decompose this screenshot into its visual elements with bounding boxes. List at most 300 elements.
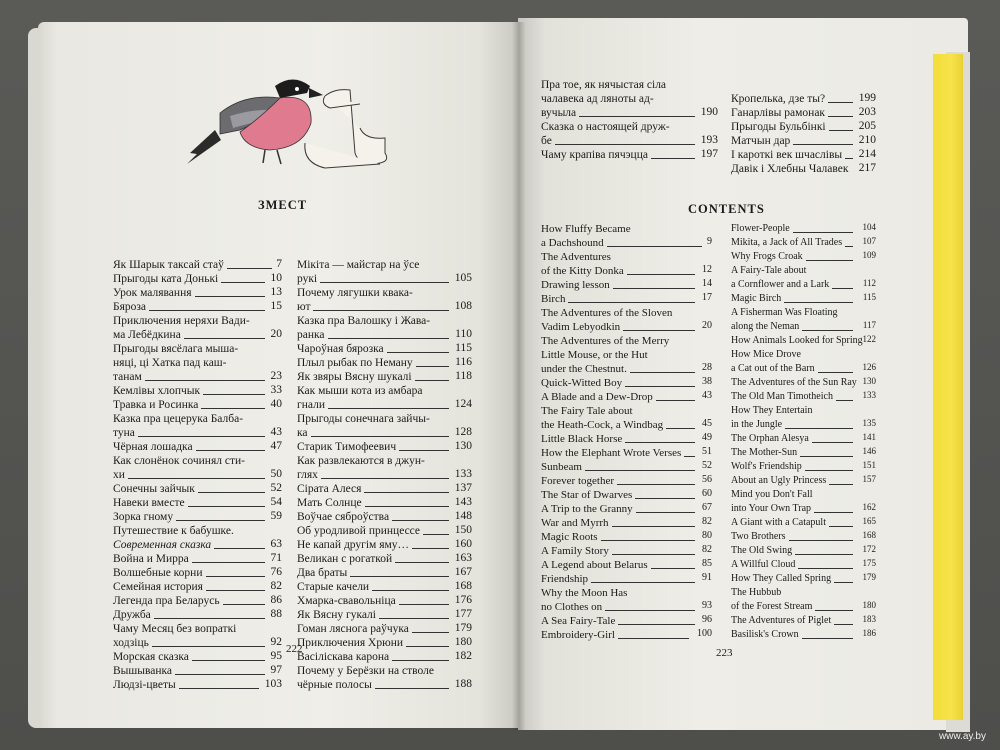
toc-leader-line (612, 554, 695, 555)
toc-entry-page-number: 82 (702, 516, 712, 527)
toc-leader-line (555, 144, 695, 145)
toc-heading-belarusian: ЗМЕСТ (258, 198, 308, 212)
toc-entry-page-number: 180 (862, 600, 876, 610)
toc-leader-line (585, 470, 695, 471)
toc-entry-title: The Fairy Tale about (541, 405, 633, 417)
toc-entry-title: Mikita, a Jack of All Trades (731, 237, 843, 248)
toc-entry-page-number: 93 (702, 600, 712, 611)
toc-entry-title: Об уродливой принцессе (297, 525, 421, 537)
toc-leader-line (806, 260, 853, 261)
toc-leader-line (651, 568, 695, 569)
toc-leader-line (785, 428, 852, 429)
toc-leader-line (365, 506, 449, 507)
toc-entry-page-number: 146 (862, 446, 876, 456)
toc-entry-page-number: 67 (702, 502, 712, 513)
toc-leader-line (802, 638, 853, 639)
toc-entry-title: along the Neman (731, 321, 800, 332)
toc-entry-title: Як Вясну гукалі (297, 609, 376, 621)
toc-leader-line (802, 330, 852, 331)
toc-entry-page-number: 12 (702, 264, 712, 275)
toc-entry-title: Как мыши кота из амбара (297, 385, 423, 397)
toc-entry-title: The Adventures of Piglet (731, 615, 832, 626)
toc-leader-line (311, 436, 449, 437)
toc-leader-line (201, 408, 265, 409)
toc-entry-title: The Adventures of the Sloven (541, 307, 673, 319)
toc-entry-page-number: 52 (702, 460, 712, 471)
toc-leader-line (834, 624, 852, 625)
toc-entry-page-number: 56 (702, 474, 712, 485)
toc-leader-line (568, 302, 695, 303)
toc-entry-title: Дружба (113, 609, 151, 621)
toc-entry-page-number: 108 (454, 300, 472, 312)
book-gutter (512, 22, 526, 730)
toc-entry-title: A Trip to the Granny (541, 503, 633, 515)
toc-entry-title: І кароткі век шчаслівы (731, 149, 843, 161)
toc-entry-page-number: 186 (862, 628, 876, 638)
toc-entry-page-number: 86 (270, 594, 282, 606)
toc-entry-page-number: 88 (270, 608, 282, 620)
toc-leader-line (812, 442, 853, 443)
toc-entry-title: in the Jungle (731, 419, 783, 430)
toc-leader-line (605, 610, 695, 611)
toc-leader-line (845, 158, 852, 159)
toc-entry-page-number: 205 (858, 120, 876, 132)
toc-entry-page-number: 14 (702, 278, 712, 289)
toc-entry-title: Морская сказка (113, 651, 189, 663)
toc-entry-title: гнали (297, 399, 325, 411)
toc-entry-title: Великан с рогаткой (297, 553, 393, 565)
toc-entry-page-number: 40 (270, 398, 282, 410)
toc-entry-page-number: 118 (455, 370, 472, 382)
toc-leader-line (798, 568, 852, 569)
toc-entry-page-number: 163 (454, 552, 472, 564)
toc-entry-title: Старик Тимофеевич (297, 441, 397, 453)
toc-entry-page-number: 217 (858, 162, 876, 174)
toc-entry-title: рукі (297, 273, 318, 285)
toc-entry-title: Мікіта — майстар на ўсе (297, 259, 420, 271)
toc-leader-line (192, 562, 265, 563)
toc-entry-page-number: 15 (270, 300, 282, 312)
toc-entry-title: Война и Мирра (113, 553, 189, 565)
toc-leader-line (198, 492, 265, 493)
toc-entry-page-number: 193 (700, 134, 718, 146)
toc-entry-page-number: 63 (270, 538, 282, 550)
toc-entry-title: Little Black Horse (541, 433, 623, 445)
toc-leader-line (617, 484, 695, 485)
toc-leader-line (601, 540, 695, 541)
toc-leader-line (613, 288, 695, 289)
toc-entry-title: ходзіць (113, 637, 149, 649)
toc-entry-title: The Old Swing (731, 545, 793, 556)
toc-leader-line (416, 366, 449, 367)
toc-entry-page-number: 116 (455, 356, 472, 368)
toc-entry-page-number: 107 (862, 236, 876, 246)
toc-entry-page-number: 109 (862, 250, 876, 260)
toc-leader-line (795, 554, 852, 555)
toc-entry-page-number: 103 (264, 678, 282, 690)
toc-entry-page-number: 190 (700, 106, 718, 118)
toc-entry-title: Семейная история (113, 581, 203, 593)
toc-entry-title: Чаму крапіва пячэцца (541, 149, 648, 161)
toc-entry-title: How Mice Drove (731, 349, 801, 360)
toc-heading-english: CONTENTS (688, 202, 765, 216)
toc-entry-title: Сонечны зайчык (113, 483, 195, 495)
toc-entry-page-number: 50 (270, 468, 282, 480)
toc-entry-title: The Orphan Alesya (731, 433, 809, 444)
toc-leader-line (832, 288, 852, 289)
toc-entry-title: Як звяры Вясну шукалі (297, 371, 412, 383)
toc-entry-page-number: 54 (270, 496, 282, 508)
toc-entry-page-number: 151 (862, 460, 876, 470)
toc-entry-page-number: 52 (270, 482, 282, 494)
toc-leader-line (612, 526, 695, 527)
toc-entry-title: Почему у Берёзки на стволе (297, 665, 434, 677)
toc-entry-title: War and Myrrh (541, 517, 609, 529)
toc-entry-page-number: 20 (702, 320, 712, 331)
toc-entry-title: Как слонёнок сочинял сти- (113, 455, 245, 467)
toc-leader-line (651, 158, 695, 159)
toc-entry-title: Little Mouse, or the Hut (541, 349, 648, 361)
toc-entry-title: Two Brothers (731, 531, 786, 542)
toc-entry-title: Хмарка-свавольніца (297, 595, 396, 607)
toc-entry-page-number: 91 (702, 572, 712, 583)
toc-leader-line (328, 338, 449, 339)
toc-entry-page-number: 130 (454, 440, 472, 452)
toc-leader-line (328, 408, 449, 409)
toc-entry-title: Прыгоды Бульбінкі (731, 121, 826, 133)
toc-entry-page-number: 82 (270, 580, 282, 592)
watermark: www.ay.by (938, 731, 986, 742)
toc-entry-page-number: 17 (702, 292, 712, 303)
toc-leader-line (214, 548, 265, 549)
toc-leader-line (829, 130, 853, 131)
toc-entry-title: the Heath-Cock, a Windbag (541, 419, 664, 431)
toc-entry-page-number: 165 (862, 516, 876, 526)
toc-entry-title: чалавека ад ляноты ад- (541, 93, 654, 105)
toc-entry-page-number: 179 (862, 572, 876, 582)
toc-entry-page-number: 133 (862, 390, 876, 400)
toc-entry-title: The Adventures of the Sun Ray (731, 377, 857, 388)
toc-entry-title: ма Лебёдкина (113, 329, 181, 341)
toc-leader-line (415, 380, 449, 381)
toc-entry-title: Кемлівы хлопчык (113, 385, 201, 397)
toc-leader-line (392, 520, 448, 521)
toc-entry-page-number: 9 (707, 236, 712, 247)
toc-entry-title: Воўчае сяброўства (297, 511, 390, 523)
toc-entry-title: How They Called Spring (731, 573, 832, 584)
toc-entry-title: ранка (297, 329, 325, 341)
toc-entry-title: Чёрная лошадка (113, 441, 193, 453)
toc-entry-page-number: 38 (702, 376, 712, 387)
toc-entry-title: Не капай другім яму… (297, 539, 410, 551)
toc-leader-line (227, 268, 272, 269)
toc-leader-line (128, 478, 265, 479)
toc-entry-title: Гоман ляснога раўчука (297, 623, 409, 635)
toc-entry-page-number: 23 (270, 370, 282, 382)
toc-entry-title: Травка и Росинка (113, 399, 199, 411)
toc-leader-line (636, 512, 695, 513)
toc-entry-title: Як Шарык таксай стаў (113, 259, 224, 271)
page-number-left: 222 (286, 643, 303, 655)
toc-entry-page-number: 143 (454, 496, 472, 508)
toc-entry-page-number: 80 (702, 530, 712, 541)
toc-entry-title: of the Forest Stream (731, 601, 813, 612)
toc-leader-line (399, 604, 449, 605)
toc-entry-page-number: 47 (270, 440, 282, 452)
toc-entry-title: Как развлекаются в джун- (297, 455, 425, 467)
toc-entry-title: вучыла (541, 107, 577, 119)
toc-entry-page-number: 124 (454, 398, 472, 410)
toc-entry-page-number: 97 (270, 664, 282, 676)
toc-entry-title: Forever together (541, 475, 614, 487)
toc-entry-title: no Clothes on (541, 601, 603, 613)
toc-entry-title: Пра тое, як нячыстая сіла (541, 79, 667, 91)
toc-entry-title: Мать Солнце (297, 497, 362, 509)
toc-entry-page-number: 71 (270, 552, 282, 564)
toc-leader-line (625, 442, 695, 443)
toc-entry-title: Людзі-цветы (113, 679, 176, 691)
toc-entry-title: Basilisk's Crown (731, 629, 799, 640)
toc-entry-page-number: 110 (455, 328, 472, 340)
toc-leader-line (364, 492, 448, 493)
toc-leader-line (627, 274, 695, 275)
toc-entry-title: How the Elephant Wrote Verses (541, 447, 682, 459)
toc-entry-page-number: 137 (454, 482, 472, 494)
toc-entry-title: Васілiскава карона (297, 651, 390, 663)
toc-leader-line (321, 478, 449, 479)
toc-entry-page-number: 182 (454, 650, 472, 662)
toc-entry-page-number: 13 (270, 286, 282, 298)
toc-leader-line (399, 450, 448, 451)
toc-entry-page-number: 141 (862, 432, 876, 442)
toc-entry-title: A Family Story (541, 545, 609, 557)
toc-leader-line (145, 380, 265, 381)
toc-leader-line (666, 428, 695, 429)
toc-leader-line (836, 400, 853, 401)
toc-leader-line (623, 330, 695, 331)
toc-leader-line (607, 246, 702, 247)
toc-leader-line (350, 576, 448, 577)
toc-leader-line (829, 526, 853, 527)
toc-entry-title: A Giant with a Catapult (731, 517, 826, 528)
toc-entry-title: About an Ugly Princess (731, 475, 827, 486)
toc-leader-line (372, 590, 448, 591)
toc-entry-page-number: 60 (702, 488, 712, 499)
toc-leader-line (184, 338, 265, 339)
toc-entry-page-number: 82 (702, 544, 712, 555)
toc-entry-page-number: 162 (862, 502, 876, 512)
toc-entry-title: Зорка гному (113, 511, 174, 523)
toc-entry-page-number: 95 (270, 650, 282, 662)
toc-entry-page-number: 100 (697, 628, 712, 639)
bullfinch-illustration (185, 68, 395, 178)
toc-leader-line (412, 632, 449, 633)
toc-entry-title: Magic Birch (731, 293, 782, 304)
toc-entry-title: Vadim Lebyodkin (541, 321, 621, 333)
toc-leader-line (618, 624, 695, 625)
toc-leader-line (656, 400, 695, 401)
toc-leader-line (828, 102, 852, 103)
toc-entry-title: Кропелька, дзе ты? (731, 93, 826, 105)
toc-leader-line (203, 394, 265, 395)
toc-entry-page-number: 177 (454, 608, 472, 620)
toc-entry-page-number: 176 (454, 594, 472, 606)
toc-leader-line (223, 604, 265, 605)
toc-entry-title: Quick-Witted Boy (541, 377, 623, 389)
toc-leader-line (618, 638, 689, 639)
toc-entry-page-number: 96 (702, 614, 712, 625)
toc-entry-page-number: 150 (454, 524, 472, 536)
toc-entry-page-number: 49 (702, 432, 712, 443)
toc-entry-page-number: 183 (862, 614, 876, 624)
toc-leader-line (175, 674, 265, 675)
toc-entry-page-number: 51 (702, 446, 712, 457)
toc-entry-title: туна (113, 427, 135, 439)
toc-leader-line (206, 590, 265, 591)
toc-leader-line (793, 232, 853, 233)
toc-leader-line (313, 310, 448, 311)
toc-leader-line (179, 688, 259, 689)
toc-leader-line (579, 116, 694, 117)
toc-leader-line (793, 144, 852, 145)
toc-entry-title: The Adventures (541, 251, 611, 263)
toc-entry-page-number: 112 (862, 278, 876, 288)
toc-leader-line (805, 470, 853, 471)
toc-entry-title: Плыл рыбак по Неману (297, 357, 413, 369)
toc-entry-title: Сказка о настоящей друж- (541, 121, 670, 133)
toc-leader-line (206, 576, 266, 577)
toc-entry-title: a Dachshound (541, 237, 604, 249)
toc-entry-title: The Old Man Timotheich (731, 391, 833, 402)
toc-leader-line (423, 534, 448, 535)
toc-entry-title: Приключения неряхи Вади- (113, 315, 250, 327)
toc-leader-line (789, 540, 853, 541)
toc-leader-line (800, 456, 852, 457)
toc-entry-page-number: 167 (454, 566, 472, 578)
toc-entry-page-number: 76 (270, 566, 282, 578)
toc-entry-page-number: 59 (270, 510, 282, 522)
toc-entry-title: How Animals Looked for Spring (731, 335, 863, 346)
toc-leader-line (188, 506, 265, 507)
toc-entry-page-number: 148 (454, 510, 472, 522)
toc-entry-title: Wolf's Friendship (731, 461, 802, 472)
toc-leader-line (387, 352, 449, 353)
toc-entry-title: The Mother-Sun (731, 447, 798, 458)
toc-entry-title: танам (113, 371, 142, 383)
toc-leader-line (829, 484, 852, 485)
toc-leader-line (152, 646, 265, 647)
toc-leader-line (406, 646, 448, 647)
toc-entry-page-number: 188 (454, 678, 472, 690)
toc-entry-page-number: 197 (700, 148, 718, 160)
toc-entry-title: Прыгоды вясёлага мыша- (113, 343, 239, 355)
toc-entry-page-number: 122 (862, 334, 876, 344)
toc-entry-title: How They Entertain (731, 405, 813, 416)
toc-entry-page-number: 210 (858, 134, 876, 146)
toc-entry-page-number: 130 (862, 376, 876, 386)
toc-leader-line (684, 456, 695, 457)
toc-entry-page-number: 115 (455, 342, 472, 354)
toc-leader-line (375, 688, 449, 689)
toc-entry-title: Прыгоды сонечнага зайчы- (297, 413, 430, 425)
toc-entry-page-number: 214 (858, 148, 876, 160)
toc-entry-page-number: 179 (454, 622, 472, 634)
toc-entry-title: The Star of Dwarves (541, 489, 633, 501)
toc-leader-line (635, 498, 695, 499)
toc-leader-line (591, 582, 695, 583)
toc-entry-page-number: 104 (862, 222, 876, 232)
toc-entry-title: A Fisherman Was Floating (731, 307, 838, 318)
toc-entry-page-number: 203 (858, 106, 876, 118)
toc-entry-title: ют (297, 301, 311, 313)
toc-entry-title: The Adventures of the Merry (541, 335, 670, 347)
toc-entry-title: A Sea Fairy-Tale (541, 615, 616, 627)
toc-leader-line (192, 660, 265, 661)
toc-entry-title: Казка пра Валошку і Жава- (297, 315, 431, 327)
toc-entry-page-number: 20 (270, 328, 282, 340)
toc-entry-title: чёрные полосы (297, 679, 372, 691)
toc-entry-page-number: 160 (454, 538, 472, 550)
toc-entry-title: Давік і Хлебны Чалавек (731, 163, 849, 175)
toc-entry-title: бе (541, 135, 552, 147)
toc-entry-title: Birch (541, 293, 566, 305)
toc-leader-line (392, 660, 448, 661)
toc-entry-title: Flower-People (731, 223, 790, 234)
toc-entry-page-number: 7 (276, 258, 282, 270)
toc-entry-title: A Legend about Belarus (541, 559, 648, 571)
toc-entry-title: Why the Moon Has (541, 587, 628, 599)
toc-leader-line (814, 512, 852, 513)
toc-leader-line (784, 302, 852, 303)
toc-entry-title: Sunbeam (541, 461, 582, 473)
toc-leader-line (834, 582, 852, 583)
toc-entry-title: няці, ці Хатка пад каш- (113, 357, 227, 369)
toc-leader-line (195, 296, 265, 297)
toc-entry-title: Старые качели (297, 581, 370, 593)
toc-entry-title: Два браты (297, 567, 348, 579)
toc-entry-page-number: 117 (862, 320, 876, 330)
toc-entry-title: A Willful Cloud (731, 559, 796, 570)
toc-entry-title: Почему лягушки квака- (297, 287, 413, 299)
toc-entry-title: into Your Own Trap (731, 503, 812, 514)
toc-entry-title: Embroidery-Girl (541, 629, 615, 641)
toc-entry-title: Сірата Алеся (297, 483, 362, 495)
toc-entry-page-number: 168 (862, 530, 876, 540)
toc-leader-line (320, 282, 448, 283)
toc-entry-page-number: 199 (858, 92, 876, 104)
toc-entry-title: хи (113, 469, 125, 481)
toc-entry-title: Волшебные корни (113, 567, 203, 579)
toc-entry-page-number: 135 (862, 418, 876, 428)
toc-entry-page-number: 33 (270, 384, 282, 396)
toc-entry-page-number: 172 (862, 544, 876, 554)
toc-entry-title: Современная сказка (113, 539, 212, 551)
toc-leader-line (138, 436, 265, 437)
toc-entry-title: Friendship (541, 573, 589, 585)
yellow-cover-edge (933, 54, 963, 720)
toc-entry-title: Чаму Месяц без вопраткі (113, 623, 237, 635)
toc-entry-page-number: 126 (862, 362, 876, 372)
toc-entry-title: under the Chestnut. (541, 363, 627, 375)
toc-entry-title: Урок малявання (113, 287, 192, 299)
toc-entry-title: a Cat out of the Barn (731, 363, 815, 374)
toc-leader-line (196, 450, 265, 451)
toc-entry-title: Легенда пра Беларусь (113, 595, 220, 607)
toc-leader-line (845, 246, 852, 247)
toc-entry-title: Казка пра цецерука Балба- (113, 413, 244, 425)
toc-entry-page-number: 28 (702, 362, 712, 373)
toc-entry-title: A Blade and a Dew-Drop (541, 391, 653, 403)
